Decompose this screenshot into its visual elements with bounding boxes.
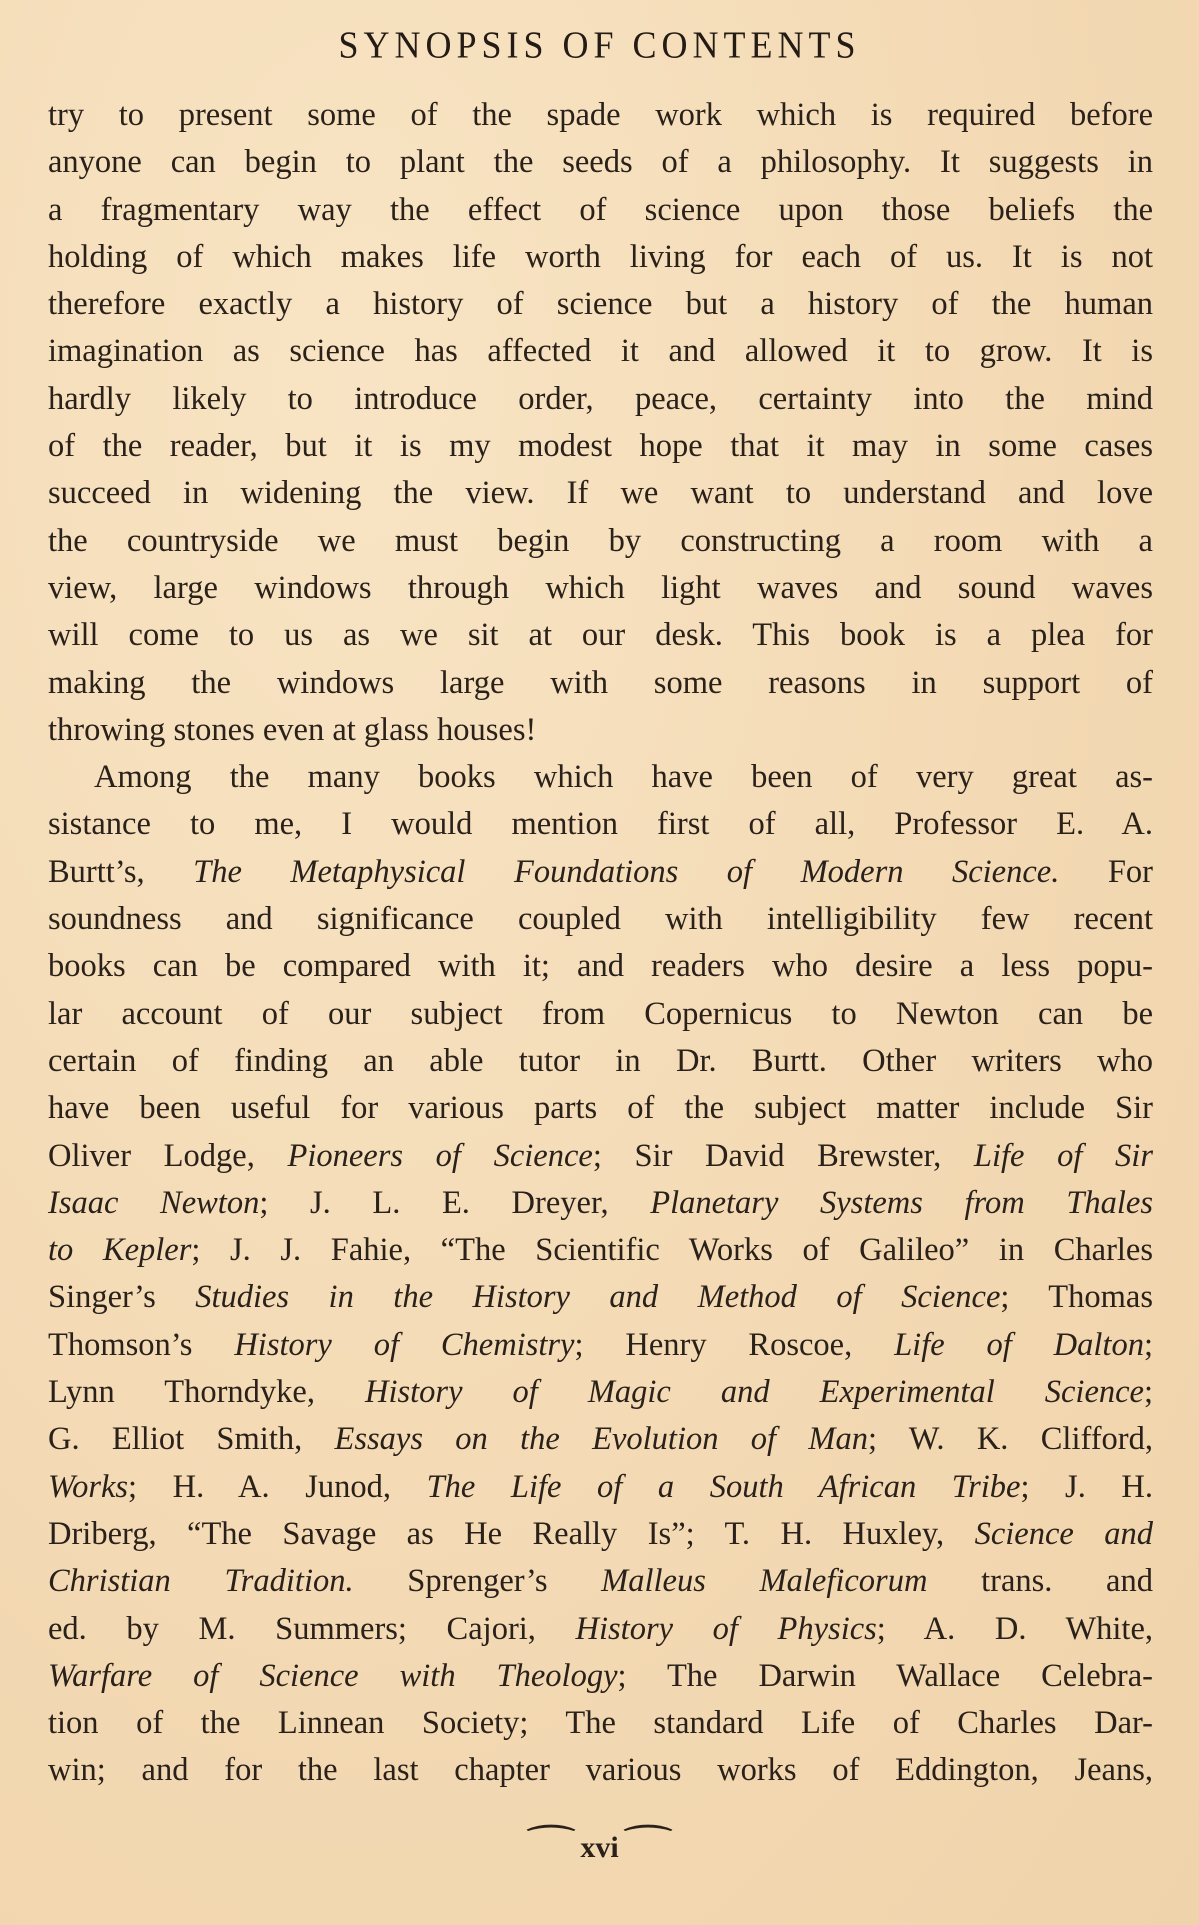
- italic-title: Life of Sir: [973, 1137, 1153, 1174]
- text-run: Among the many books which have been of very great as-: [94, 759, 1153, 796]
- text-run: lar account of our subject from Copernicus to Newton can be: [48, 995, 1153, 1032]
- text-run: books can be compared with it; and readers who desire a less popu-: [48, 948, 1153, 985]
- italic-title: to Kepler: [48, 1232, 192, 1269]
- text-line: [48, 281, 1153, 328]
- italic-title: Science and: [974, 1515, 1153, 1552]
- text-line: [48, 376, 1153, 423]
- text-run: view, large windows through which light waves and sound waves: [48, 569, 1153, 606]
- text-run: of the reader, but it is my modest hope that it may in some cases: [48, 428, 1153, 465]
- text-line: [48, 1700, 1153, 1747]
- italic-title: Warfare of Science with Theology: [48, 1657, 618, 1694]
- text-run: ; Sir David Brewster,: [592, 1137, 974, 1174]
- text-run: G. Elliot Smith,: [48, 1421, 335, 1458]
- text-run: Driberg, “The Savage as He Really Is”; T. H. Huxley,: [48, 1515, 975, 1552]
- text-line: [48, 896, 1153, 943]
- text-line: [48, 1511, 1153, 1558]
- italic-title: Essays on the Evolution of Man: [334, 1421, 868, 1458]
- text-run: the countryside we must begin by constructing a room with a: [48, 522, 1153, 559]
- text-run: therefore exactly a history of science but a history of the human: [48, 286, 1153, 323]
- text-line: [48, 1322, 1153, 1369]
- text-run: have been useful for various parts of the subject matter include Sir: [48, 1090, 1153, 1127]
- text-run: For: [1059, 853, 1153, 890]
- text-run: ; Henry Roscoe,: [574, 1326, 895, 1363]
- text-line: [48, 234, 1153, 281]
- text-line: [48, 754, 1153, 801]
- text-run: ; The Darwin Wallace Celebra-: [617, 1657, 1153, 1694]
- text-line: [48, 1274, 1153, 1321]
- text-run: try to present some of the spade work which is required before: [48, 97, 1153, 133]
- text-run: succeed in widening the view. If we want to understand and love: [48, 475, 1153, 512]
- text-line: [48, 470, 1153, 517]
- italic-title: History of Physics: [575, 1610, 877, 1647]
- text-line: [48, 518, 1153, 565]
- text-run: Oliver Lodge,: [48, 1137, 288, 1174]
- text-run: ; J. L. E. Dreyer,: [259, 1184, 651, 1221]
- text-line: [48, 660, 1153, 707]
- text-run: Sprenger’s: [353, 1563, 602, 1600]
- text-run: Lynn Thorndyke,: [48, 1374, 365, 1411]
- text-run: win; and for the last chapter various works of Eddington, Jeans,: [48, 1752, 1153, 1789]
- italic-title: Planetary Systems from Thales: [650, 1184, 1153, 1221]
- ornament-left-icon: ⌒: [527, 1825, 576, 1858]
- text-line: [48, 991, 1153, 1038]
- ornament-right-icon: ⌒: [623, 1825, 672, 1858]
- italic-title: Life of Dalton: [894, 1326, 1144, 1363]
- text-line: [48, 1369, 1153, 1416]
- running-head: SYNOPSIS OF CONTENTS: [338, 24, 861, 66]
- text-run: tion of the Linnean Society; The standard Life of Charles Dar-: [48, 1705, 1153, 1742]
- text-run: ed. by M. Summers; Cajori,: [48, 1610, 576, 1647]
- text-run: ;: [1143, 1374, 1153, 1411]
- italic-title: History of Chemistry: [234, 1326, 575, 1363]
- text-line: [48, 1606, 1153, 1653]
- text-run: ;: [1143, 1326, 1153, 1363]
- text-run: throwing stones even at glass houses!: [48, 711, 537, 748]
- italic-title: Studies in the History and Method of Science: [195, 1279, 1001, 1316]
- text-run: holding of which makes life worth living for each of us. It is not: [48, 238, 1153, 275]
- text-run: sistance to me, I would mention first of all, Professor E. A.: [48, 806, 1153, 843]
- text-line: [48, 1747, 1153, 1794]
- italic-title: Works: [48, 1468, 129, 1505]
- italic-title: Isaac Newton: [48, 1184, 260, 1221]
- text-run: a fragmentary way the effect of science upon those beliefs the: [48, 191, 1153, 228]
- text-run: anyone can begin to plant the seeds of a philosophy. It suggests in: [48, 144, 1153, 181]
- text-line: [48, 1416, 1153, 1463]
- text-run: Singer’s: [48, 1279, 196, 1316]
- text-line: [48, 1180, 1153, 1227]
- italic-title: History of Magic and Experimental Science: [364, 1374, 1144, 1411]
- italic-title: Pioneers of Science: [287, 1137, 593, 1174]
- text-run: ; J. J. Fahie, “The Scientific Works of Galileo” in Charles: [191, 1232, 1153, 1269]
- text-run: making the windows large with some reasons in support of: [48, 664, 1153, 701]
- text-line: [48, 328, 1153, 375]
- text-run: trans. and: [927, 1563, 1153, 1600]
- text-line: [48, 1085, 1153, 1132]
- text-run: imagination as science has affected it and allowed it to grow. It is: [48, 333, 1153, 370]
- text-run: Thomson’s: [48, 1326, 235, 1363]
- text-line: [48, 849, 1153, 896]
- text-line: [48, 801, 1153, 848]
- text-run: soundness and significance coupled with intelligibility few recent: [48, 901, 1153, 938]
- text-line: [48, 1464, 1153, 1511]
- text-line: [48, 565, 1153, 612]
- text-run: ; A. D. White,: [876, 1610, 1153, 1647]
- text-line: [48, 139, 1153, 186]
- text-run: ; Thomas: [1000, 1279, 1153, 1316]
- text-line: [48, 187, 1153, 234]
- text-run: ; W. K. Clifford,: [867, 1421, 1153, 1458]
- text-run: Burtt’s,: [48, 853, 194, 890]
- text-line: [48, 1558, 1153, 1605]
- text-line: [48, 943, 1153, 990]
- text-line: [48, 707, 1153, 754]
- text-line: [48, 1133, 1153, 1180]
- text-run: ; J. H.: [1020, 1468, 1153, 1505]
- text-run: will come to us as we sit at our desk. This book is a plea for: [48, 617, 1153, 654]
- italic-title: The Life of a South African Tribe: [426, 1468, 1021, 1505]
- text-run: certain of finding an able tutor in Dr. Burtt. Other writers who: [48, 1042, 1153, 1079]
- italic-title: Malleus Maleficorum: [601, 1563, 928, 1600]
- body-text: [48, 92, 1153, 1795]
- page-number: [0, 1822, 1199, 1866]
- text-line: [48, 1038, 1153, 1085]
- italic-title: Christian Tradition.: [48, 1563, 354, 1600]
- text-line: [48, 1653, 1153, 1700]
- text-run: hardly likely to introduce order, peace, certainty into the mind: [48, 380, 1153, 417]
- text-line: [48, 1227, 1153, 1274]
- text-line: [48, 92, 1153, 139]
- text-line: [48, 423, 1153, 470]
- page-number-text: xvi: [580, 1831, 619, 1864]
- italic-title: The Metaphysical Foundations of Modern Science.: [193, 853, 1060, 890]
- text-run: ; H. A. Junod,: [128, 1468, 427, 1505]
- text-line: [48, 612, 1153, 659]
